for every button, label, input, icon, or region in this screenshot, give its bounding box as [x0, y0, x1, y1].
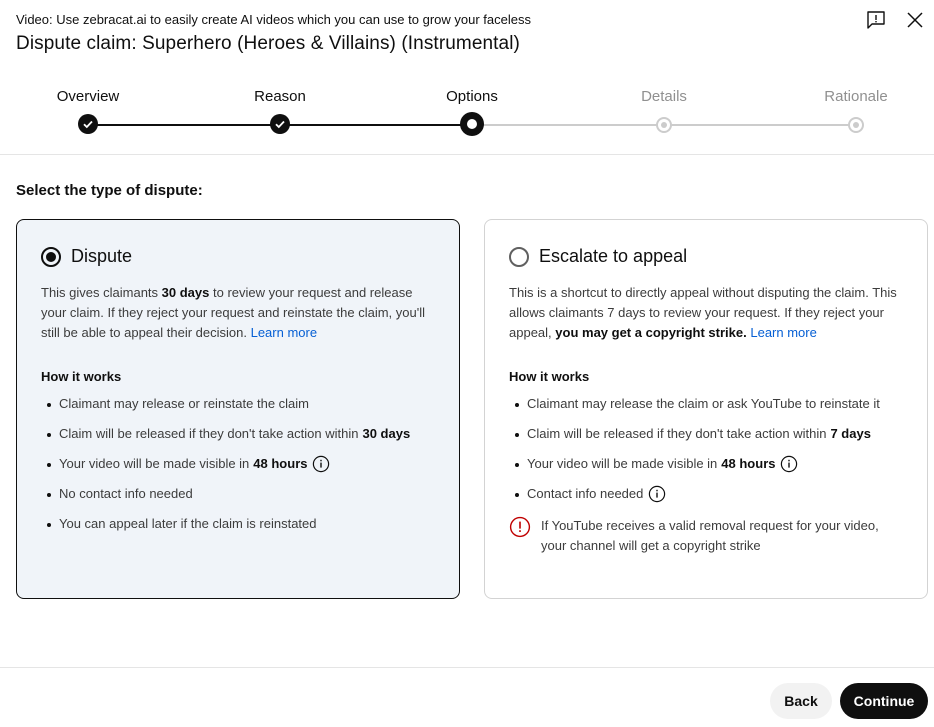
list-item: [509, 394, 903, 414]
step-label: Overview: [56, 88, 120, 105]
list-item-text: No contact info needed: [59, 486, 193, 501]
dispute-option-card[interactable]: [16, 219, 460, 599]
list-item: [509, 424, 903, 444]
check-icon: [78, 114, 98, 134]
escalate-option[interactable]: [509, 246, 903, 267]
step-reason: [220, 88, 340, 110]
option-title: Escalate to appeal: [539, 246, 688, 266]
list-item-bold: 7 days: [830, 426, 871, 441]
step-options: [412, 88, 532, 110]
footer-divider: [0, 667, 934, 668]
list-item-text: Contact info needed: [527, 486, 644, 501]
feedback-icon[interactable]: [865, 9, 887, 31]
list-item: [509, 484, 903, 504]
dialog-header: [16, 12, 846, 55]
how-it-works-list: [509, 394, 903, 504]
learn-more-link[interactable]: Learn more: [250, 325, 318, 340]
desc-text: to review your request and release your claim. If they reject your request and reinstate the claim, you'll still be able to appeal their decision.: [41, 285, 425, 340]
back-button[interactable]: Back: [770, 683, 832, 719]
how-it-works-title: How it works: [41, 369, 122, 384]
warning-icon: [509, 516, 531, 543]
pending-step-icon: [656, 117, 672, 133]
option-title: Dispute: [71, 246, 133, 266]
how-it-works-list: [41, 394, 435, 534]
video-title-line: Video: Use zebracat.ai to easily create AI videos which you can use to grow your faceless: [16, 12, 531, 27]
list-item: [509, 454, 903, 474]
step-label: Rationale: [824, 88, 888, 105]
list-item-bold: 30 days: [362, 426, 411, 441]
list-item-text: You can appeal later if the claim is reinstated: [59, 516, 317, 531]
list-item-text: Your video will be made visible in: [527, 456, 718, 471]
desc-bold: you may get a copyright strike.: [555, 325, 747, 340]
how-it-works-title: How it works: [509, 369, 590, 384]
dispute-radio[interactable]: [41, 247, 61, 267]
list-item: [41, 514, 435, 534]
escalate-radio[interactable]: [509, 247, 529, 267]
list-item-text: Claim will be released if they don't take action within: [527, 426, 827, 441]
step-label: Details: [641, 88, 687, 105]
learn-more-link[interactable]: Learn more: [750, 325, 817, 340]
page-title: Dispute claim: Superhero (Heroes & Villains) (Instrumental): [16, 33, 520, 54]
step-overview: [28, 88, 148, 110]
header-divider: [0, 154, 934, 155]
desc-text: This is a shortcut to directly appeal without disputing the claim. This allows claimants 7 days to review your request. If they reject your appeal,: [509, 285, 897, 340]
info-icon[interactable]: [312, 455, 330, 473]
desc-bold: 30 days: [161, 285, 210, 300]
desc-text: This gives claimants: [41, 285, 159, 300]
list-item-bold: 48 hours: [721, 456, 776, 471]
option-description: [41, 283, 435, 343]
list-item: [41, 454, 435, 474]
list-item-text: Claimant may release the claim or ask YouTube to reinstate it: [527, 396, 880, 411]
progress-stepper: [0, 88, 934, 148]
current-step-icon: [460, 112, 484, 136]
copyright-strike-warning: [509, 516, 903, 556]
info-icon[interactable]: [648, 485, 666, 503]
info-icon[interactable]: [780, 455, 798, 473]
warning-text: If YouTube receives a valid removal request for your video, your channel will get a copyright strike: [541, 518, 879, 553]
continue-button[interactable]: Continue: [840, 683, 928, 719]
step-label: Reason: [254, 88, 306, 105]
escalate-option-card[interactable]: [484, 219, 928, 599]
list-item-bold: 48 hours: [253, 456, 308, 471]
list-item: [41, 424, 435, 444]
step-details: [604, 88, 724, 110]
step-label: Options: [446, 88, 498, 105]
list-item-text: Claimant may release or reinstate the claim: [59, 396, 309, 411]
dispute-option[interactable]: [41, 246, 435, 267]
list-item: [41, 394, 435, 414]
step-rationale: [796, 88, 916, 110]
list-item-text: Claim will be released if they don't take action within: [59, 426, 359, 441]
list-item: [41, 484, 435, 504]
list-item-text: Your video will be made visible in: [59, 456, 250, 471]
close-icon[interactable]: [904, 9, 926, 31]
pending-step-icon: [848, 117, 864, 133]
check-icon: [270, 114, 290, 134]
option-description: [509, 283, 903, 343]
section-label: Select the type of dispute:: [16, 182, 203, 199]
